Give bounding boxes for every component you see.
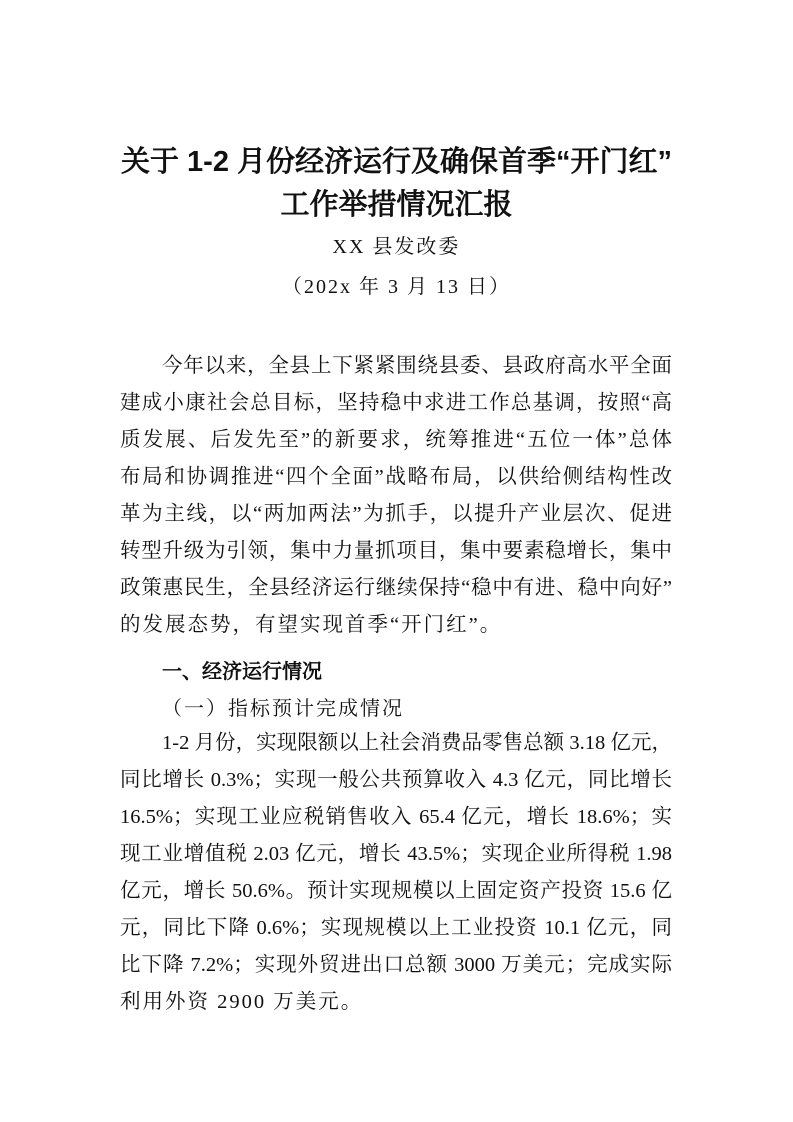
paragraph-line: 革为主线，以“两加两法”为抓手，以提升产业层次、促进 (120, 503, 672, 525)
paragraph-line: 比下降 7.2%；实现外贸进出口总额 3000 万美元；完成实际 (120, 954, 672, 976)
paragraph-line: 建成小康社会总目标，坚持稳中求进工作总基调，按照“高 (120, 392, 672, 414)
paragraph-line: 1-2 月份，实现限额以上社会消费品零售总额 3.18 亿元， (162, 732, 672, 754)
paragraph-line: 今年以来，全县上下紧紧围绕县委、县政府高水平全面 (162, 355, 672, 377)
subsection-heading: （一）指标预计完成情况 (162, 698, 404, 720)
paragraph-line: 质发展、后发先至”的新要求，统筹推进“五位一体”总体 (120, 429, 672, 451)
document-title-line-2: 工作举措情况汇报 (280, 189, 513, 221)
paragraph-line: 布局和协调推进“四个全面”战略布局，以供给侧结构性改 (120, 466, 672, 488)
paragraph-line: 利用外资 2900 万美元。 (120, 991, 364, 1013)
paragraph-line: 现工业增值税 2.03 亿元，增长 43.5%；实现企业所得税 1.98 (120, 843, 672, 865)
paragraph-line: 的发展态势，有望实现首季“开门红”。 (120, 614, 503, 636)
document-title-line-1: 关于 1-2 月份经济运行及确保首季“开门红” (120, 146, 673, 178)
author: XX 县发改委 (332, 236, 461, 258)
paragraph-line: 16.5%；实现工业应税销售收入 65.4 亿元，增长 18.6%；实 (120, 806, 672, 828)
section-heading: 一、经济运行情况 (162, 661, 322, 683)
paragraph-line: 元，同比下降 0.6%；实现规模以上工业投资 10.1 亿元，同 (120, 917, 672, 939)
paragraph-line: 转型升级为引领，集中力量抓项目，集中要素稳增长，集中 (120, 540, 672, 562)
paragraph-line: 同比增长 0.3%；实现一般公共预算收入 4.3 亿元，同比增长 (120, 769, 672, 791)
paragraph-line: 亿元，增长 50.6%。预计实现规模以上固定资产投资 15.6 亿 (120, 880, 672, 902)
paragraph-line: 政策惠民生，全县经济运行继续保持“稳中有进、稳中向好” (120, 577, 672, 599)
date: （202x 年 3 月 13 日） (282, 276, 511, 298)
